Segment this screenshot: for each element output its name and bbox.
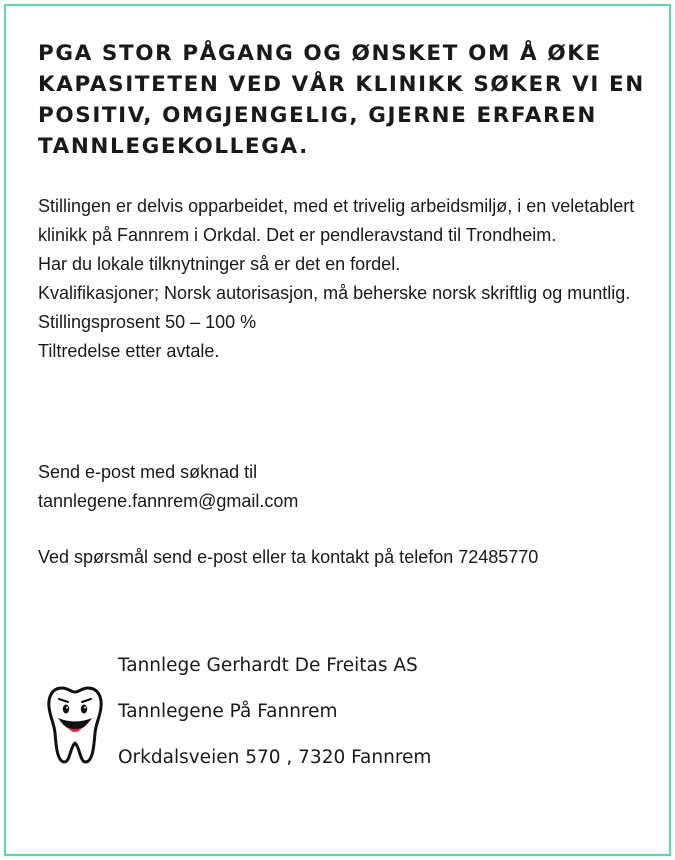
description-line: Har du lokale tilknytninger så er det en fordel. — [38, 254, 401, 274]
headline: PGA STOR PÅGANG OG ØNSKET OM Å ØKE KAPASITETEN VED VÅR KLINIKK SØKER VI EN POSITIV, OMGJENGELIG, GJERNE ERFAREN TANNLEGEKOLLEGA. — [38, 41, 645, 159]
smiling-tooth-icon — [46, 685, 104, 765]
company-name: Tannlege Gerhardt De Freitas AS — [118, 655, 418, 676]
description-line: Stillingen er delvis opparbeidet, med et trivelig arbeidsmiljø, i en veletablert klinikk på Fannrem i Orkdal. Det er pendleravstand til Trondheim. — [38, 196, 635, 245]
phone-line: Ved spørsmål send e-post eller ta kontakt på telefon 72485770 — [38, 547, 539, 567]
clinic-address: Orkdalsveien 570 , 7320 Fannrem — [118, 747, 432, 768]
description-line: Tiltredelse etter avtale. — [38, 341, 220, 361]
description-line: Kvalifikasjoner; Norsk autorisasjon, må beherske norsk skriftlig og muntlig. — [38, 283, 631, 303]
contact-intro: Send e-post med søknad til — [38, 462, 258, 482]
signature-block — [118, 652, 431, 790]
job-description — [38, 192, 648, 366]
clinic-name: Tannlegene På Fannrem — [118, 701, 338, 722]
phone-info — [38, 543, 648, 572]
application-contact — [38, 458, 648, 516]
description-line: Stillingsprosent 50 – 100 % — [38, 312, 257, 332]
contact-email: tannlegene.fannrem@gmail.com — [38, 491, 299, 511]
